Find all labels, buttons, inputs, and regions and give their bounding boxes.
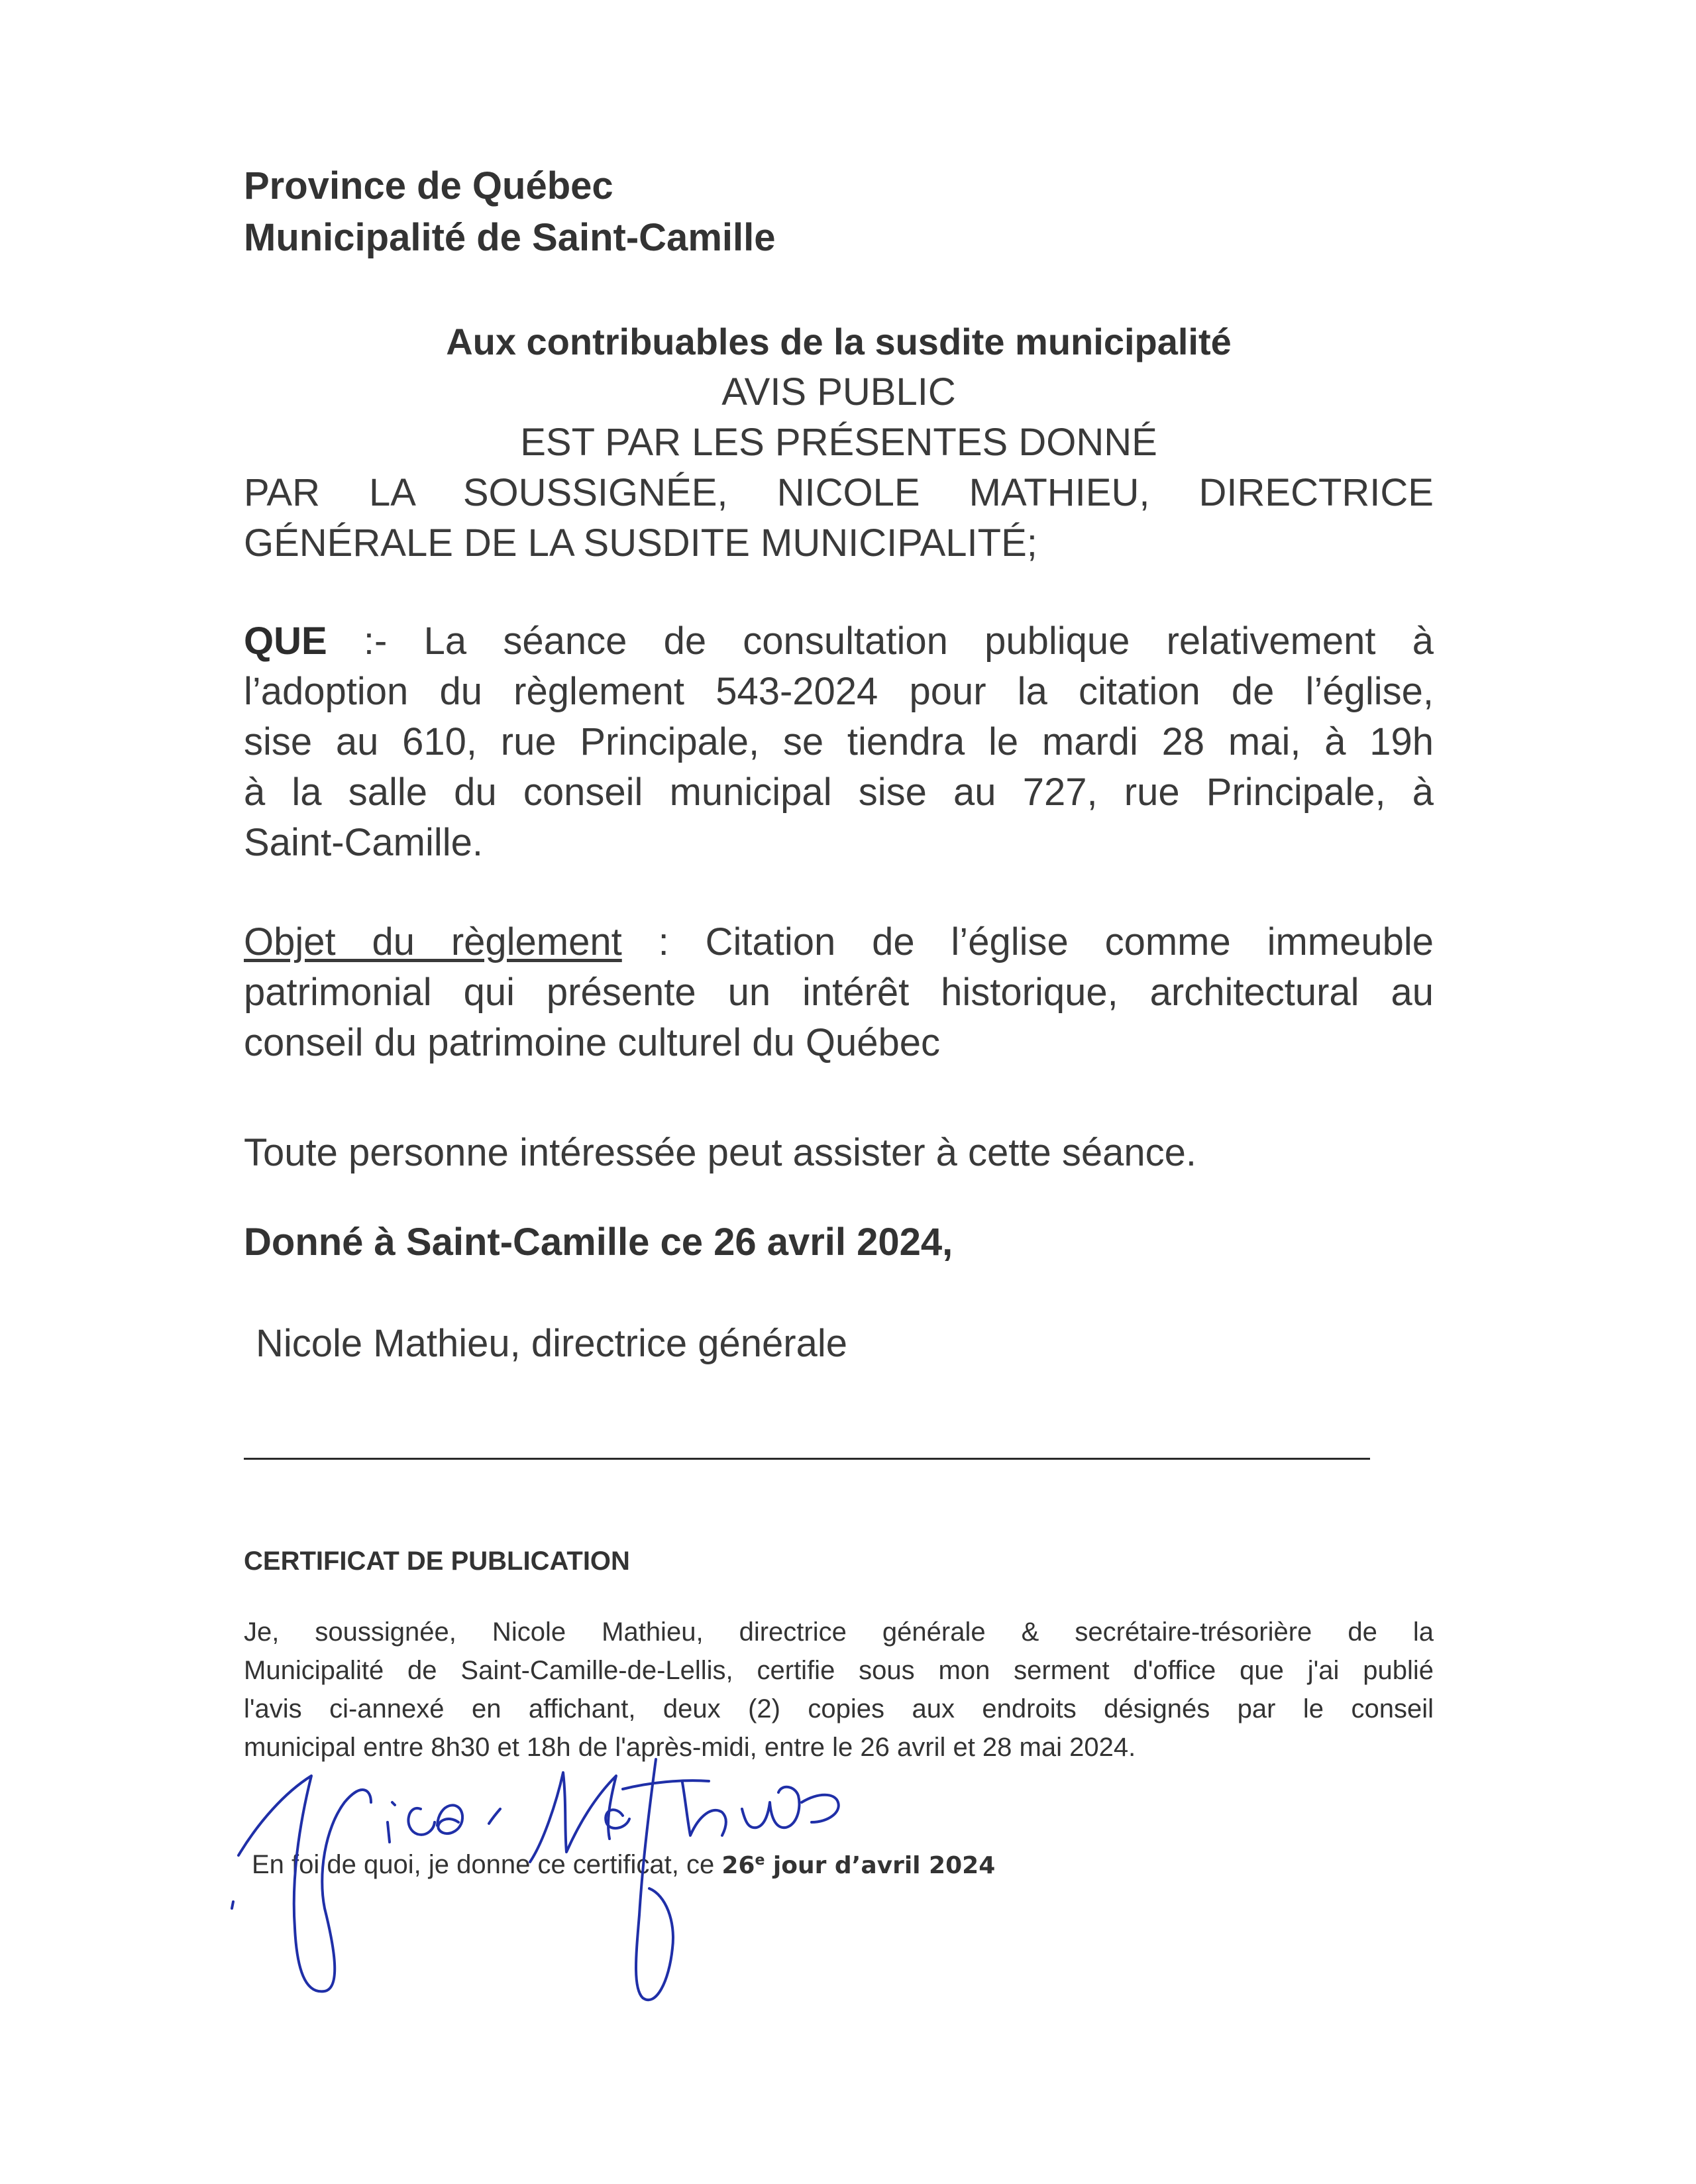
objet-label: Objet du règlement bbox=[244, 920, 622, 963]
certificate-line-1: Je, soussignée, Nicole Mathieu, directrice générale & secrétaire-trésorière de la bbox=[244, 1617, 1434, 1647]
signatory-name: Nicole Mathieu, directrice générale bbox=[256, 1322, 847, 1365]
handwritten-signature bbox=[219, 1729, 881, 2008]
given-date-line: Donné à Saint-Camille ce 26 avril 2024, bbox=[244, 1221, 953, 1264]
foi-day-number: 26 bbox=[721, 1852, 755, 1879]
objet-separator: : bbox=[621, 920, 706, 963]
que-separator: :- bbox=[327, 620, 424, 663]
objet-line-2: patrimonial qui présente un intérêt historique, architectural au bbox=[244, 971, 1434, 1014]
objet-paragraph bbox=[244, 917, 1434, 1068]
objet-line-1-text: Citation de l’église comme immeuble bbox=[705, 920, 1434, 963]
que-line-5: Saint-Camille. bbox=[244, 821, 483, 864]
que-line-3: sise au 610, rue Principale, se tiendra le mardi 28 mai, à 19h bbox=[244, 720, 1434, 763]
signature-line bbox=[244, 1458, 1370, 1460]
que-line-2: l’adoption du règlement 543-2024 pour la citation de l’église, bbox=[244, 670, 1434, 713]
que-paragraph bbox=[244, 616, 1434, 868]
notice-line-1: EST PAR LES PRÉSENTES DONNÉ bbox=[520, 421, 1157, 464]
que-line-4: à la salle du conseil municipal sise au 727, rue Principale, à bbox=[244, 771, 1434, 814]
foi-suffix: jour d’avril 2024 bbox=[765, 1852, 996, 1879]
invitation-line: Toute personne intéressée peut assister à cette séance. bbox=[244, 1131, 1196, 1174]
municipality-heading: Municipalité de Saint-Camille bbox=[244, 216, 776, 259]
certificate-title: CERTIFICAT DE PUBLICATION bbox=[244, 1547, 630, 1576]
certificate-line-2: Municipalité de Saint-Camille-de-Lellis, certifie sous mon serment d'office que j'ai publié bbox=[244, 1656, 1434, 1685]
objet-line-3: conseil du patrimoine culturel du Québec bbox=[244, 1021, 941, 1064]
notice-line-2: PAR LA SOUSSIGNÉE, NICOLE MATHIEU, DIRECTRICE bbox=[244, 471, 1434, 514]
addressee-line: Aux contribuables de la susdite municipalité bbox=[446, 321, 1232, 362]
que-label: QUE bbox=[244, 620, 327, 663]
que-line-1-text: La séance de consultation publique relativement à bbox=[423, 620, 1434, 663]
foi-day-superscript: e bbox=[755, 1852, 765, 1869]
notice-title-block bbox=[244, 317, 1434, 569]
notice-line-3: GÉNÉRALE DE LA SUSDITE MUNICIPALITÉ; bbox=[244, 521, 1037, 565]
notice-title: AVIS PUBLIC bbox=[721, 370, 956, 413]
province-heading: Province de Québec bbox=[244, 164, 613, 207]
que-line-1 bbox=[244, 616, 1434, 667]
foi-prefix: En foi de quoi, je donne ce certificat, ce bbox=[252, 1850, 722, 1879]
certificate-line-4: municipal entre 8h30 et 18h de l'après-midi, entre le 26 avril et 28 mai 2024. bbox=[244, 1733, 1136, 1762]
document-header bbox=[244, 160, 1434, 264]
objet-line-1 bbox=[244, 917, 1434, 967]
certificate-line-3: l'avis ci-annexé en affichant, deux (2) copies aux endroits désignés par le conseil bbox=[244, 1694, 1434, 1723]
